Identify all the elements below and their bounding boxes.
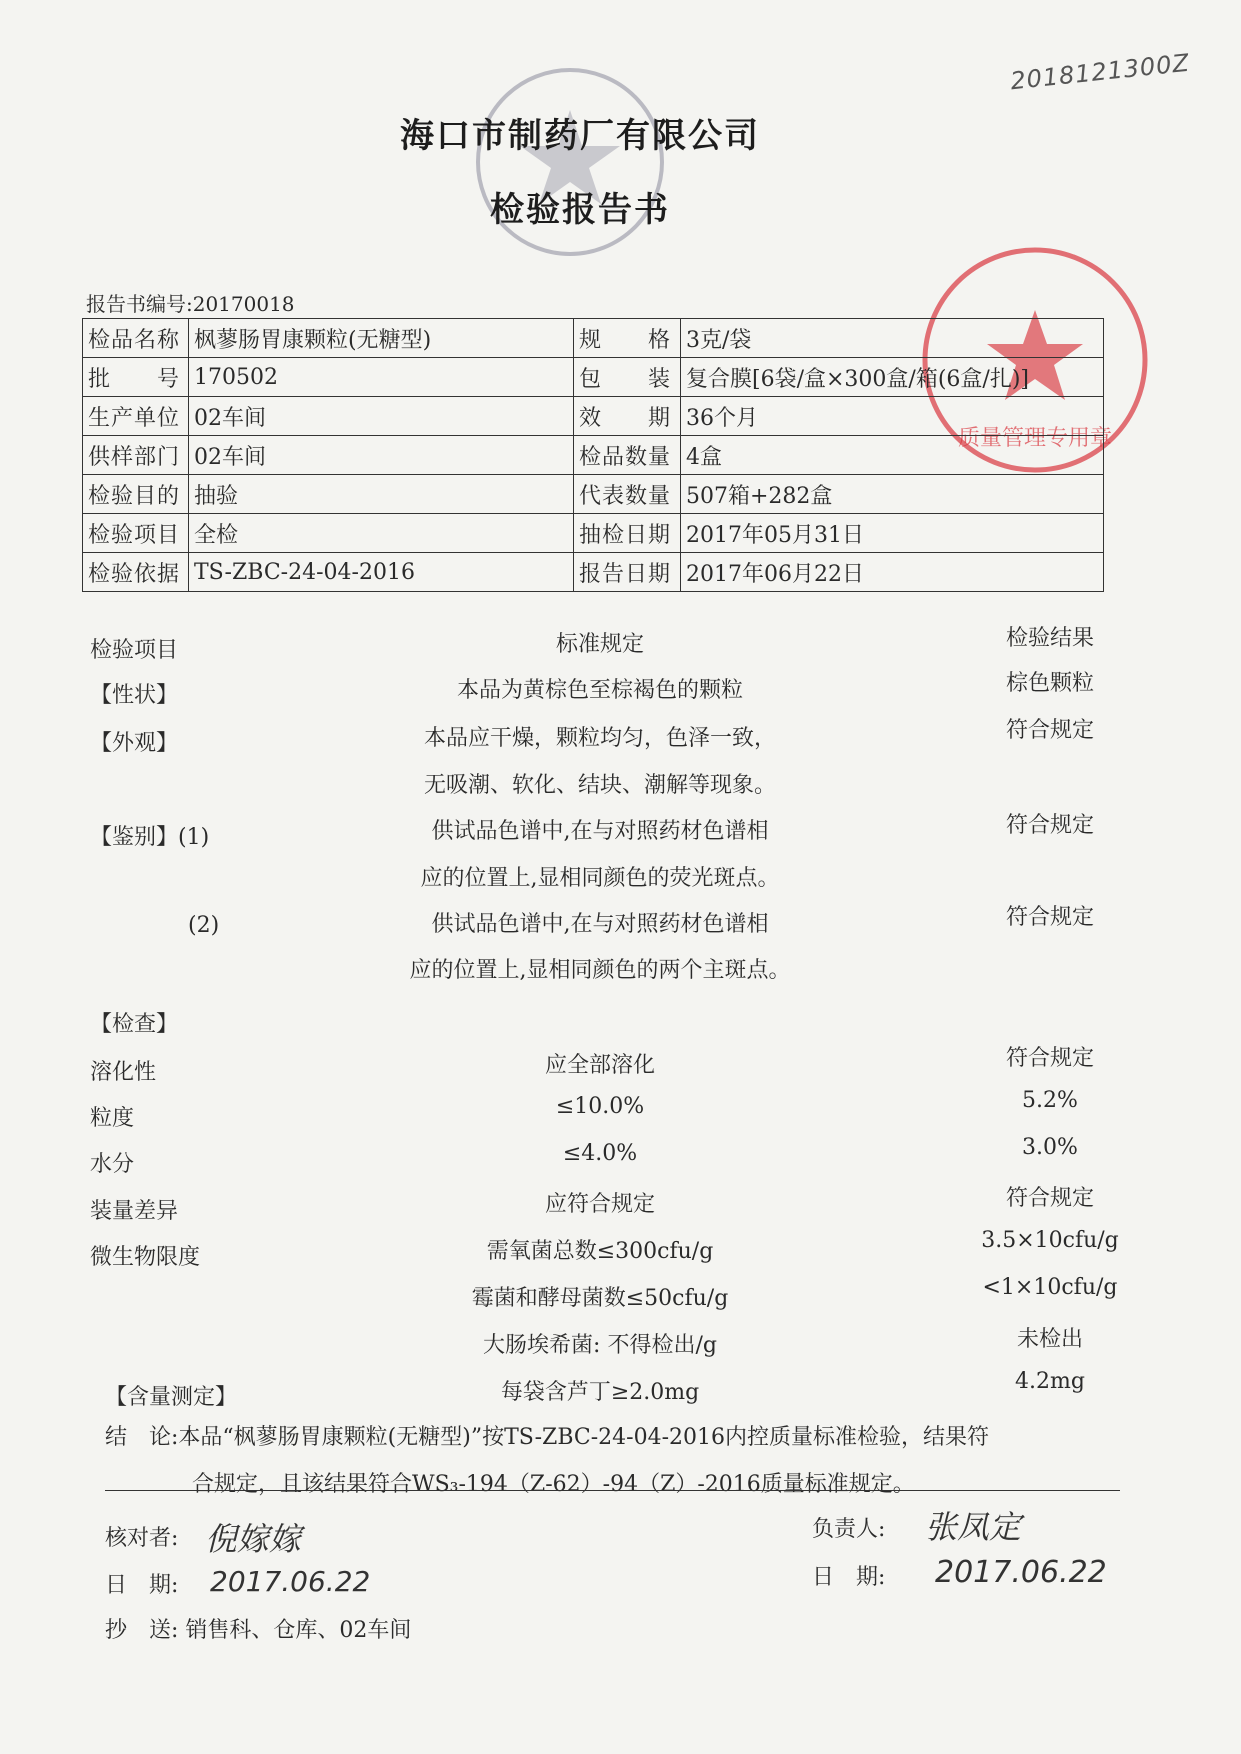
result-weishengwu-3: 未检出 xyxy=(1016,1327,1083,1352)
std-weishengwu-1: 需氧菌总数≤300cfu/g xyxy=(486,1239,714,1264)
item-ronghuaxing: 溶化性 xyxy=(90,1060,157,1085)
report-number: 报告书编号:20170018 xyxy=(86,292,295,316)
cell-value: 复合膜[6袋/盒×300盒/箱(6盒/扎)] xyxy=(681,358,1104,397)
cell-label: 供样部门 xyxy=(83,436,189,475)
table-row xyxy=(83,553,1104,592)
table-row xyxy=(83,319,1104,358)
table-row xyxy=(83,397,1104,436)
table-row xyxy=(83,514,1104,553)
cell-label: 报告日期 xyxy=(574,553,681,592)
checker-label: 核对者: xyxy=(105,1526,179,1551)
std-jianbie-1b: 应的位置上,显相同颜色的荧光斑点。 xyxy=(420,866,780,891)
item-xingzhuang: 【性状】 xyxy=(90,683,179,708)
item-weishengwu: 微生物限度 xyxy=(90,1245,201,1270)
cell-label: 生产单位 xyxy=(83,397,189,436)
result-jianbie-2: 符合规定 xyxy=(1005,905,1094,930)
result-hanliang: 4.2mg xyxy=(1015,1369,1085,1394)
std-jianbie-2b: 应的位置上,显相同颜色的两个主斑点。 xyxy=(409,958,791,983)
item-zhuangliang: 装量差异 xyxy=(90,1199,179,1224)
item-lidu: 粒度 xyxy=(90,1106,135,1131)
result-weishengwu-1: 3.5×10cfu/g xyxy=(981,1228,1119,1253)
std-weishengwu-3: 大肠埃希菌: 不得检出/g xyxy=(483,1333,717,1358)
responsible-date-label: 日 期: xyxy=(812,1565,886,1590)
table-row xyxy=(83,436,1104,475)
table-row xyxy=(83,475,1104,514)
result-waiguan: 符合规定 xyxy=(1005,718,1094,743)
cell-value: 507箱+282盒 xyxy=(681,475,1104,514)
cell-value: 2017年06月22日 xyxy=(681,553,1104,592)
responsible-signature: 张凤定 xyxy=(925,1508,1022,1546)
item-hanliang: 【含量测定】 xyxy=(105,1385,238,1410)
cell-value: 2017年05月31日 xyxy=(681,514,1104,553)
result-lidu: 5.2% xyxy=(1022,1088,1078,1113)
conclusion-line-2: 合规定，且该结果符合WS₃-194（Z-62）-94（Z）-2016质量标准规定。 xyxy=(192,1472,915,1497)
handwritten-doc-number: 2018121300Z xyxy=(1009,48,1192,96)
responsible-label: 负责人: xyxy=(812,1517,886,1542)
std-shuifen: ≤4.0% xyxy=(562,1141,638,1166)
std-jianbie-1a: 供试品色谱中,在与对照药材色谱相 xyxy=(431,819,769,844)
document-title: 检验报告书 xyxy=(490,190,670,230)
table-row xyxy=(83,358,1104,397)
cell-label: 检验依据 xyxy=(83,553,189,592)
result-xingzhuang: 棕色颗粒 xyxy=(1005,671,1094,696)
cell-label: 抽检日期 xyxy=(574,514,681,553)
cell-label: 规 格 xyxy=(574,319,681,358)
cell-label: 检品名称 xyxy=(83,319,189,358)
cell-value: 枫蓼肠胃康颗粒(无糖型) xyxy=(189,319,574,358)
cell-value: 4盒 xyxy=(681,436,1104,475)
std-xingzhuang: 本品为黄棕色至棕褐色的颗粒 xyxy=(456,678,743,703)
cell-label: 检验目的 xyxy=(83,475,189,514)
svg-text:质量管理专用章: 质量管理专用章 xyxy=(957,426,1113,451)
inspection-stamp xyxy=(470,62,670,262)
result-jianbie-1: 符合规定 xyxy=(1005,813,1094,838)
cell-label: 效 期 xyxy=(574,397,681,436)
cell-label: 检验项目 xyxy=(83,514,189,553)
responsible-date: 2017.06.22 xyxy=(935,1555,1107,1590)
std-waiguan-1: 本品应干燥，颗粒均匀，色泽一致， xyxy=(423,726,776,751)
item-jianbie-1: 【鉴别】(1) xyxy=(90,825,210,850)
result-shuifen: 3.0% xyxy=(1022,1135,1078,1160)
checker-date: 2017.06.22 xyxy=(210,1565,371,1598)
cell-value: TS-ZBC-24-04-2016 xyxy=(189,553,574,592)
std-ronghuaxing: 应全部溶化 xyxy=(544,1053,655,1078)
item-shuifen: 水分 xyxy=(90,1152,135,1177)
section-jiancha: 【检查】 xyxy=(90,1012,179,1037)
checker-signature: 倪嫁嫁 xyxy=(205,1520,302,1558)
std-hanliang: 每袋含芦丁≥2.0mg xyxy=(500,1380,700,1405)
col-result-header: 检验结果 xyxy=(1005,626,1094,651)
col-std-header: 标准规定 xyxy=(555,632,644,657)
item-waiguan: 【外观】 xyxy=(90,731,179,756)
cell-value: 全检 xyxy=(189,514,574,553)
std-waiguan-2: 无吸潮、软化、结块、潮解等现象。 xyxy=(423,773,776,798)
cell-value: 抽验 xyxy=(189,475,574,514)
divider xyxy=(105,1490,1120,1491)
cell-label: 代表数量 xyxy=(574,475,681,514)
cell-label: 批 号 xyxy=(83,358,189,397)
std-jianbie-2a: 供试品色谱中,在与对照药材色谱相 xyxy=(431,912,769,937)
cell-value: 3克/袋 xyxy=(681,319,1104,358)
result-ronghuaxing: 符合规定 xyxy=(1005,1046,1094,1071)
item-jianbie-2: (2) xyxy=(188,913,220,938)
info-table xyxy=(82,318,1104,592)
cell-value: 36个月 xyxy=(681,397,1104,436)
company-name: 海口市制药厂有限公司 xyxy=(400,116,760,156)
cell-label: 检品数量 xyxy=(574,436,681,475)
copy-to: 抄 送: 销售科、仓库、02车间 xyxy=(105,1618,412,1643)
checker-date-label: 日 期: xyxy=(105,1573,179,1598)
cell-label: 包 装 xyxy=(574,358,681,397)
std-lidu: ≤10.0% xyxy=(555,1094,645,1119)
std-zhuangliang: 应符合规定 xyxy=(544,1192,655,1217)
cell-value: 170502 xyxy=(189,358,574,397)
cell-value: 02车间 xyxy=(189,397,574,436)
col-item-header: 检验项目 xyxy=(90,638,179,663)
result-zhuangliang: 符合规定 xyxy=(1005,1186,1094,1211)
cell-value: 02车间 xyxy=(189,436,574,475)
result-weishengwu-2: <1×10cfu/g xyxy=(982,1275,1118,1300)
conclusion-line-1: 结 论:本品“枫蓼肠胃康颗粒(无糖型)”按TS-ZBC-24-04-2016内控质量标准检验，结果符 xyxy=(105,1425,990,1450)
std-weishengwu-2: 霉菌和酵母菌数≤50cfu/g xyxy=(471,1286,729,1311)
